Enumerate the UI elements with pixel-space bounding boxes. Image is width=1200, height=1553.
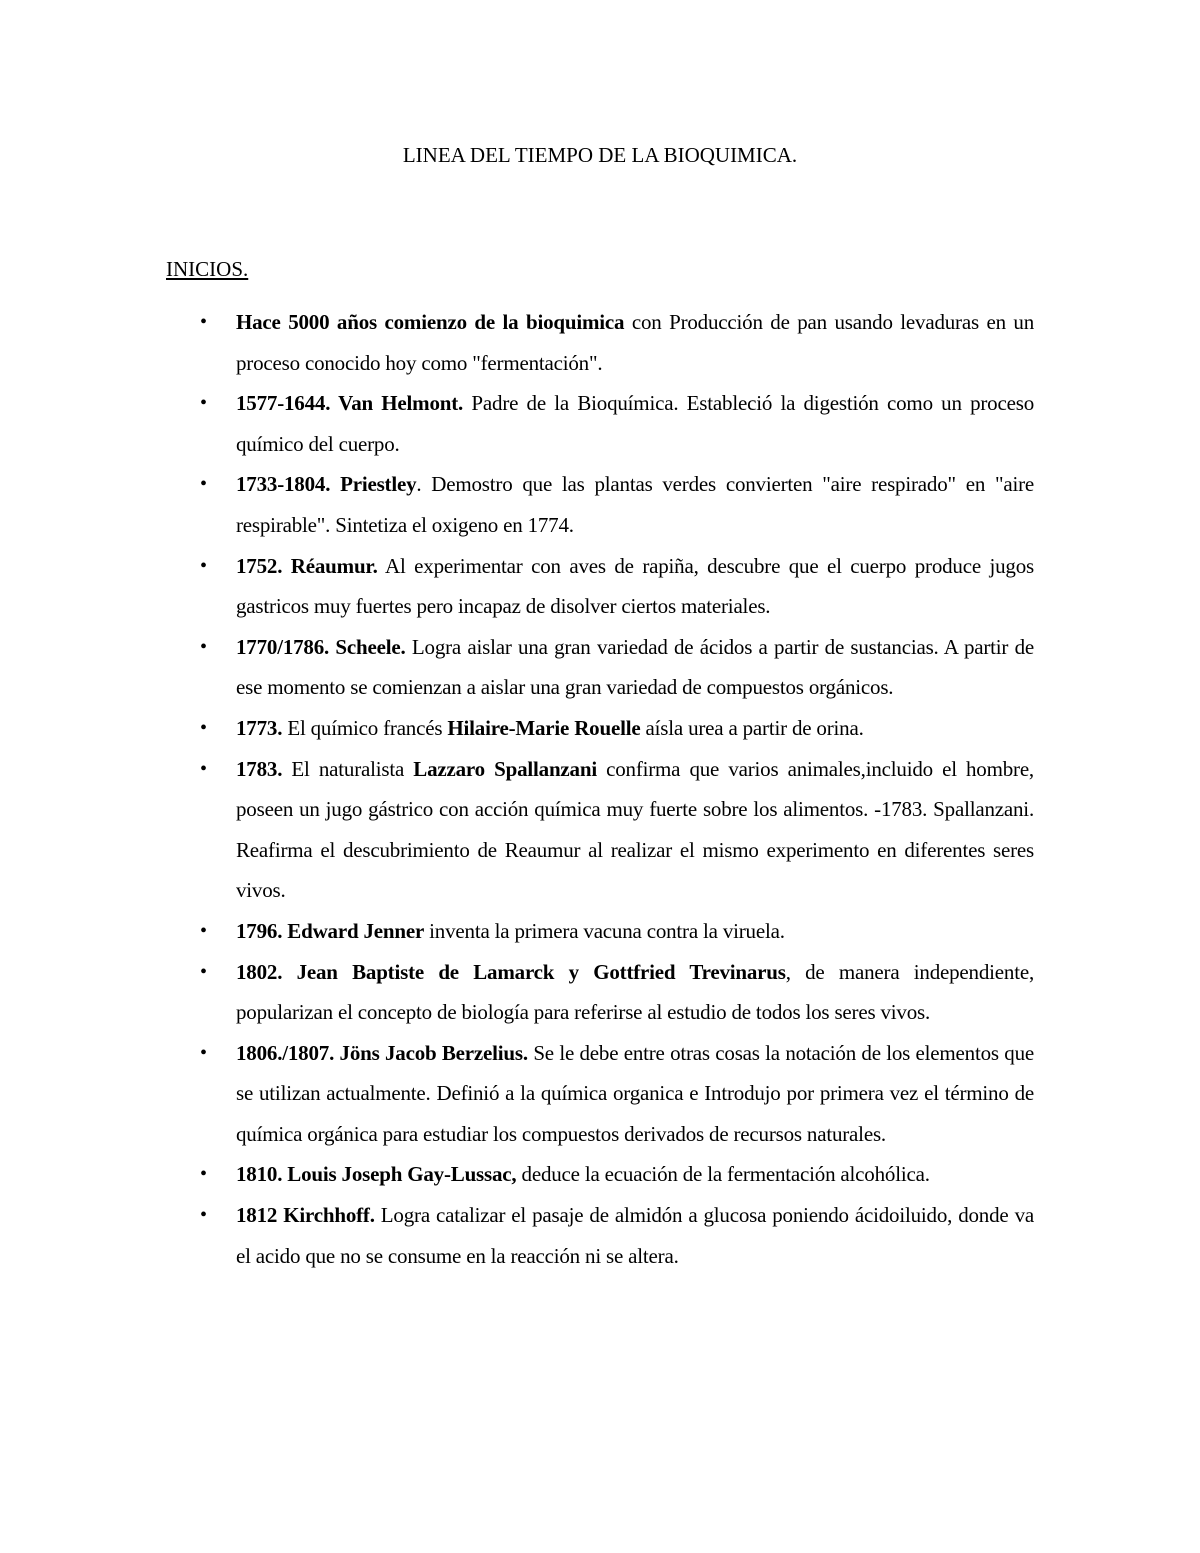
entry-bold-text: 1770/1786. Scheele. [236,634,406,659]
entry-text: El químico francés [282,715,448,740]
bullet-icon: • [200,1163,207,1186]
entry-bold-text: 1810. Louis Joseph Gay-Lussac, [236,1162,517,1187]
timeline-entry [200,1195,1034,1276]
entry-text: . Demostro que las plantas verdes convierten "aire respirado" en "aire respirable". Sintetiza el oxigeno en 1774. [236,472,1034,537]
bullet-icon: • [200,1204,207,1227]
bullet-icon: • [200,919,207,942]
entry-bold-text: Lazzaro Spallanzani [413,756,597,781]
timeline-entry [200,911,1034,952]
entry-text: Se le debe entre otras cosas la notación de los elementos que se utilizan actualmente. Definió a la química organica e Introdujo por primera vez el término de química orgánica para estudiar los compuestos derivados de recursos naturales. [236,1040,1034,1146]
bullet-icon: • [200,311,207,333]
entry-text: con Producción de pan usando levaduras en un proceso conocido hoy como "fermentación". [236,310,1034,375]
entry-bold-text: 1773. [236,715,283,740]
entry-bold-text: 1577-1644. Van Helmont. [236,391,464,416]
bullet-icon: • [200,473,207,496]
entry-text: inventa la primera vacuna contra la viruela. [424,918,785,943]
timeline-entry [200,383,1034,464]
timeline-entry [200,708,1034,749]
entry-text: deduce la ecuación de la fermentación alcohólica. [516,1162,930,1187]
entry-bold-text: 1806./1807. Jöns Jacob Berzelius. [236,1040,528,1065]
bullet-icon: • [200,757,207,780]
bullet-icon: • [200,635,207,658]
entry-bold-text: 1812 Kirchhoff. [236,1203,375,1228]
entry-bold-text: Hilaire-Marie Rouelle [447,715,641,740]
timeline-entry [200,627,1034,708]
entry-text: confirma que varios animales,incluido el hombre, poseen un jugo gástrico con acción química muy fuerte sobre los alimentos. -1783. Spallanzani. Reafirma el descubrimiento de Reaumur al realizar el mismo experimento en diferentes seres vivos. [236,756,1034,903]
timeline-entry [200,749,1034,911]
entry-bold-text: 1783. [236,756,283,781]
timeline-entry [200,1154,1034,1195]
entry-bold-text: 1752. Réaumur. [236,553,378,578]
entry-bold-text: Hace 5000 años comienzo de la bioquimica [236,310,625,334]
bullet-icon: • [200,1041,207,1064]
timeline-list [200,302,1034,1276]
bullet-icon: • [200,554,207,577]
timeline-entry [200,546,1034,627]
entry-text: El naturalista [282,756,414,781]
entry-text: , de manera independiente, popularizan el concepto de biología para referirse al estudio de todos los seres vivos. [236,959,1034,1025]
page-title: LINEA DEL TIEMPO DE LA BIOQUIMICA. [402,143,798,167]
bullet-icon: • [200,960,207,983]
entry-bold-text: 1796. Edward Jenner [236,918,425,943]
timeline-entry [200,464,1034,545]
timeline-entry [200,302,1034,383]
entry-text: Logra catalizar el pasaje de almidón a glucosa poniendo ácidoiluido, donde va el acido que no se consume en la reacción ni se altera. [236,1203,1034,1268]
section-heading: INICIOS. [166,257,249,281]
bullet-icon: • [200,392,207,415]
entry-text: Logra aislar una gran variedad de ácidos a partir de sustancias. A partir de ese momento se comienzan a aislar una gran variedad de compuestos orgánicos. [236,634,1034,700]
entry-text: Padre de la Bioquímica. Estableció la digestión como un proceso químico del cuerpo. [236,391,1034,456]
entry-bold-text: 1802. Jean Baptiste de Lamarck y Gottfried Trevinarus [236,959,786,984]
bullet-icon: • [200,716,207,739]
timeline-entry [200,952,1034,1033]
timeline-entry [200,1033,1034,1155]
entry-text: Al experimentar con aves de rapiña, descubre que el cuerpo produce jugos gastricos muy fuertes pero incapaz de disolver ciertos materiales. [236,553,1034,619]
entry-bold-text: 1733-1804. Priestley [236,472,417,497]
entry-text: aísla urea a partir de orina. [640,715,864,740]
